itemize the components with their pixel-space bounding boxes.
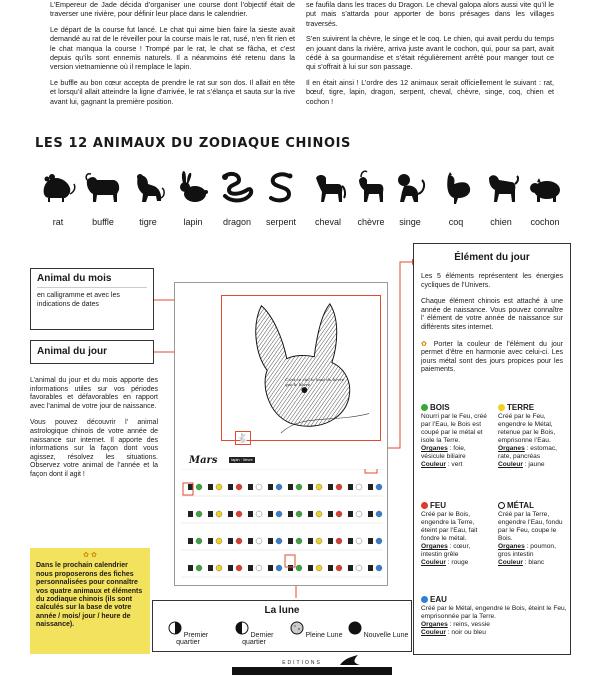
day-animal-glyph [228,538,233,544]
day-element-dot [356,484,362,490]
snake-icon [261,168,301,208]
horse-icon [308,168,348,208]
color-label: Couleur [498,461,523,468]
animal-name: lapin [183,217,203,227]
dragon-icon [217,168,257,208]
organs-value: : poumon, gros intestin [498,543,556,558]
element-name [421,404,491,412]
element-text: Créé par le Métal, engendre le Bois, éteint le Feu, emprisonnée par la Terre. [421,605,567,620]
green-dot-icon [421,404,428,411]
animal-name: rat [52,217,64,227]
day-animal-glyph [368,484,373,490]
element-organs [421,621,567,629]
zodiac-animal-cochon [522,168,568,230]
yellow-dot-icon [498,404,505,411]
day-animal-glyph [228,565,233,571]
element-metal [498,502,568,567]
color-label: Couleur [421,461,446,468]
organs-label: Organes [498,445,525,452]
moon-phase-label: Nouvelle Lune [363,632,409,639]
day-element-dot [336,538,342,544]
organs-value: : reins, vessie [447,621,490,628]
day-animal-glyph [328,538,333,544]
day-element-dot [376,565,382,571]
element-name [421,502,491,510]
animal-day-paragraph: Vous pouvez découvrir l’ animal astrologique chinois de votre année de naissance sur internet. Il apporte des informations sur la façon dont vous agissez, résolvez les situations. Observez votre animal de l’année et la façon dont il agit ! [30,419,158,478]
day-animal-glyph [348,565,353,571]
element-intro [421,341,563,375]
day-animal-glyph [188,565,193,571]
moon-phase-last-quarter [223,621,285,646]
element-box [413,243,571,655]
zodiac-animal-buffle [80,168,126,230]
day-animal-glyph [208,538,213,544]
day-animal-glyph [308,484,313,490]
animal-name: buffle [92,217,114,227]
element-name [498,502,568,510]
hare-illustration [222,296,379,439]
animal-name: serpent [265,217,297,227]
story-paragraph: L’Empereur de Jade décida d’organiser une course dont l’objectif était de traverser une rivière, pour définir leur place dans le calendrier. [50,0,295,19]
animal-name: tigre [139,217,157,227]
day-element-dot [296,565,302,571]
story-paragraph: Il en était ainsi ! L’ordre des 12 animaux serait officiellement le suivant : rat, bœuf, tigre, lapin, dragon, serpent, cheval, chèvre, singe, coq, chien et cochon ! [306,77,554,106]
element-color [498,461,568,469]
pig-icon [525,168,565,208]
day-element-dot [336,484,342,490]
story-paragraph: Le buffle au bon cœur accepta de prendre le rat sur son dos. Il allait en tête et lorsqu’il allait atteindre la ligne d’arrivée, le rat s’élança et sauta sur la rive avant lui, gagnant la première position. [50,77,295,106]
element-feu [421,502,491,567]
day-element-dot [216,511,222,517]
day-element-dot [216,565,222,571]
day-element-dot [376,538,382,544]
calendar-sheet [174,282,388,586]
animal-name: dragon [222,217,252,227]
zodiac-animal-singe [387,168,433,230]
day-element-dot [316,538,322,544]
day-element-dot [336,565,342,571]
day-element-dot [256,511,262,517]
organs-value: : foie, vésicule biliaire [421,445,466,460]
zodiac-animal-lapin [170,168,216,230]
zodiac-animal-tigre [125,168,171,230]
element-name-text: TERRE [507,403,535,412]
day-animal-glyph [268,538,273,544]
day-element-dot [256,484,262,490]
last-quarter-moon-icon [235,621,249,635]
element-terre [498,404,568,469]
element-organs [498,543,568,559]
color-value: : rouge [445,559,469,566]
day-animal-glyph [268,484,273,490]
element-intro-text: Porter la couleur de l’élément du jour permet d’être en harmonie avec celui-ci. Les jours métal sont des jours propices pour les paiements. [421,340,563,374]
color-value: : noir ou bleu [445,629,486,636]
animal-day-paragraph: L’animal du jour et du mois apporte des informations utiles sur vos périodes favorables et défavorables en rapport avec l’animal de votre jour de naissance. [30,377,158,410]
promo-text: Dans le prochain calendrier nous proposerons des fiches personnalisées pour connaître vos quatre animaux et éléments du zodiaque chinois (ils sont calculés sur la base de votre année / mois/ jour / heure de naissance). [36,562,143,629]
day-element-dot [216,484,222,490]
buffalo-icon [83,168,123,208]
animal-month-box [30,268,154,330]
rat-icon [38,168,78,208]
day-animal-glyph [248,511,253,517]
day-element-dot [296,484,302,490]
rooster-icon [436,168,476,208]
day-animal-glyph [328,484,333,490]
organs-label: Organes [421,445,448,452]
animal-name: coq [448,217,464,227]
moon-box [152,600,412,652]
first-quarter-moon-icon [168,621,182,635]
element-text: Créé par le Feu, engendre le Métal, retenue par le Bois, emprisonne l’Eau. [498,413,556,444]
sheet-caption: C’est ce ciel le haut du lièvre que le lièvre [285,377,345,387]
color-label: Couleur [498,559,523,566]
monkey-icon [390,168,430,208]
day-element-dot [376,511,382,517]
day-element-dot [356,511,362,517]
element-color [498,559,568,567]
day-animal-glyph [308,565,313,571]
day-animal-glyph [308,538,313,544]
day-element-dot [336,511,342,517]
color-value: : blanc [522,559,545,566]
element-bois [421,404,491,469]
zodiac-animal-coq [433,168,479,230]
day-animal-glyph [348,484,353,490]
new-moon-icon [348,621,362,635]
element-organs [421,445,491,461]
element-organs [421,543,491,559]
bird-logo-icon [338,653,362,667]
animal-day-text [30,377,158,488]
animal-name: singe [399,217,421,227]
day-animal-glyph [288,538,293,544]
element-name [498,404,568,412]
animal-day-title: Animal du jour [37,346,107,357]
day-animal-glyph [208,565,213,571]
day-animal-glyph [368,511,373,517]
day-element-dot [276,484,282,490]
animal-name: cochon [530,217,560,227]
month-animal-icon: 🐇 [235,431,251,445]
zodiac-title: LES 12 ANIMAUX DU ZODIAQUE CHINOIS [35,136,351,151]
day-element-dot [256,538,262,544]
hare-illustration-frame [221,295,381,441]
day-element-dot [356,538,362,544]
publisher-bar [232,667,392,675]
day-animal-glyph [288,511,293,517]
day-animal-glyph [328,565,333,571]
moon-phase-full [285,621,347,639]
day-animal-glyph [188,538,193,544]
organs-label: Organes [421,621,448,628]
zodiac-animal-rat [35,168,81,230]
day-animal-glyph [368,565,373,571]
animal-name: chien [490,217,512,227]
day-element-dot [356,565,362,571]
element-color [421,461,491,469]
organs-label: Organes [421,543,448,550]
organs-label: Organes [498,543,525,550]
day-element-dot [316,565,322,571]
day-element-dot [296,538,302,544]
goat-icon [351,168,391,208]
day-animal-glyph [268,565,273,571]
day-element-dot [376,484,382,490]
day-element-dot [236,511,242,517]
moon-phase-label: Premier quartier [176,632,209,646]
element-name-text: EAU [430,595,447,604]
day-animal-glyph [188,511,193,517]
publisher-label: EDITIONS [282,660,322,666]
color-label: Couleur [421,629,446,636]
day-element-dot [276,538,282,544]
element-eau [421,596,567,637]
moon-phase-new [347,621,409,639]
moon-phase-label: Pleine Lune [305,632,343,639]
element-color [421,559,491,567]
story-paragraph: S’en suivirent la chèvre, le singe et le coq. Le chien, qui avait perdu du temps en jouant dans la rivière, arriva juste avant le cochon, qui, pour sa part, avait cédé à sa gourmandise et s’était régulièrement arrêté pour manger tout ce qui s’offrait à lui sur son passage. [306,34,554,72]
day-element-dot [256,565,262,571]
calendar-month: Mars [189,455,218,466]
day-animal-glyph [188,484,193,490]
animal-name: chèvre [357,217,385,227]
animal-name: cheval [314,217,341,227]
element-name-text: BOIS [430,403,450,412]
flower-icon: ✿ ✿ [83,552,97,559]
day-animal-glyph [208,484,213,490]
day-element-dot [236,538,242,544]
day-animal-glyph [348,538,353,544]
moon-phase-label: Dernier quartier [242,632,274,646]
day-element-dot [236,565,242,571]
organs-value: : estomac, rate, pancréas [498,445,558,460]
day-animal-glyph [288,484,293,490]
moon-phase-first-quarter [157,621,219,646]
day-element-dot [276,511,282,517]
day-animal-glyph [348,511,353,517]
moon-title: La lune [264,605,300,616]
day-animal-glyph [248,538,253,544]
story-column-right [306,0,554,112]
color-label: Couleur [421,559,446,566]
organs-value: : cœur, intestin grêle [421,543,471,558]
element-intro: Les 5 éléments représentent les énergies cycliques de l’Univers. [421,273,563,289]
day-element-dot [196,511,202,517]
day-element-dot [276,565,282,571]
zodiac-animal-chien [478,168,524,230]
color-value: : vert [445,461,463,468]
day-animal-glyph [208,511,213,517]
story-paragraph: Le départ de la course fut lancé. Le chat qui aime bien faire la sieste avait demandé au rat de le réveiller pour la course mais le rat, rusé, n’en fit rien et le chat manqua la course ! Trompé par le rat, le chat se fâcha, et c’est depuis qu’ils sont ennemis naturels. Il a néanmoins été retenu dans la version vietnamienne où il remplace le lapin. [50,24,295,72]
tiger-icon [128,168,168,208]
element-organs [498,445,568,461]
day-animal-glyph [288,565,293,571]
animal-month-text: en calligramme et avec les indications de dates [37,292,120,308]
element-color [421,629,567,637]
promo-box [30,548,150,654]
full-moon-icon [290,621,304,635]
element-name-text: FEU [430,501,446,510]
zodiac-animal-cheval [305,168,351,230]
day-animal-glyph [228,511,233,517]
day-element-dot [316,484,322,490]
day-animal-glyph [328,511,333,517]
day-animal-glyph [268,511,273,517]
blue-dot-icon [421,596,428,603]
calendar-grid [181,469,383,579]
story-paragraph: se faufila dans les traces du Dragon. Le cheval galopa alors aussi vite qu’il le put mais s’attarda pour apporter de bons présages dans les villages traversés. [306,0,554,28]
animal-month-title: Animal du mois [37,273,147,288]
color-value: : jaune [522,461,545,468]
day-element-dot [196,484,202,490]
animal-day-box [30,340,154,364]
element-text: Créé par le Bois, engendre la Terre, éteint par l’Eau, fait fondre le métal. [421,511,478,542]
day-animal-glyph [308,511,313,517]
dog-icon [481,168,521,208]
white-dot-icon [498,502,505,509]
day-animal-glyph [248,565,253,571]
day-element-dot [236,484,242,490]
flower-icon: ✿ [421,340,434,348]
element-intro: Chaque élément chinois est attaché à une année de naissance. Vous pouvez connaître l’ élément de votre année de naissance sur différents sites internet. [421,298,563,331]
day-element-dot [316,511,322,517]
day-element-dot [296,511,302,517]
element-text: Créé par la Terre, engendre l’Eau, fondu par le Feu, coupe le Bois. [498,511,563,542]
day-element-dot [196,538,202,544]
red-dot-icon [421,502,428,509]
zodiac-animal-serpent [258,168,304,230]
day-animal-glyph [368,538,373,544]
calendar-month-sub: lapin · lièvre [229,457,255,463]
element-title: Élément du jour [454,252,530,263]
story-column-left [50,0,295,112]
element-name [421,596,567,604]
day-element-dot [196,565,202,571]
element-name-text: MÉTAL [507,501,534,510]
zodiac-animal-dragon [214,168,260,230]
rabbit-icon [173,168,213,208]
day-element-dot [216,538,222,544]
element-text: Nourri par le Feu, créé par l’Eau, le Bois est coupé par le métal et isole la Terre. [421,413,487,444]
day-animal-glyph [228,484,233,490]
day-animal-glyph [248,484,253,490]
